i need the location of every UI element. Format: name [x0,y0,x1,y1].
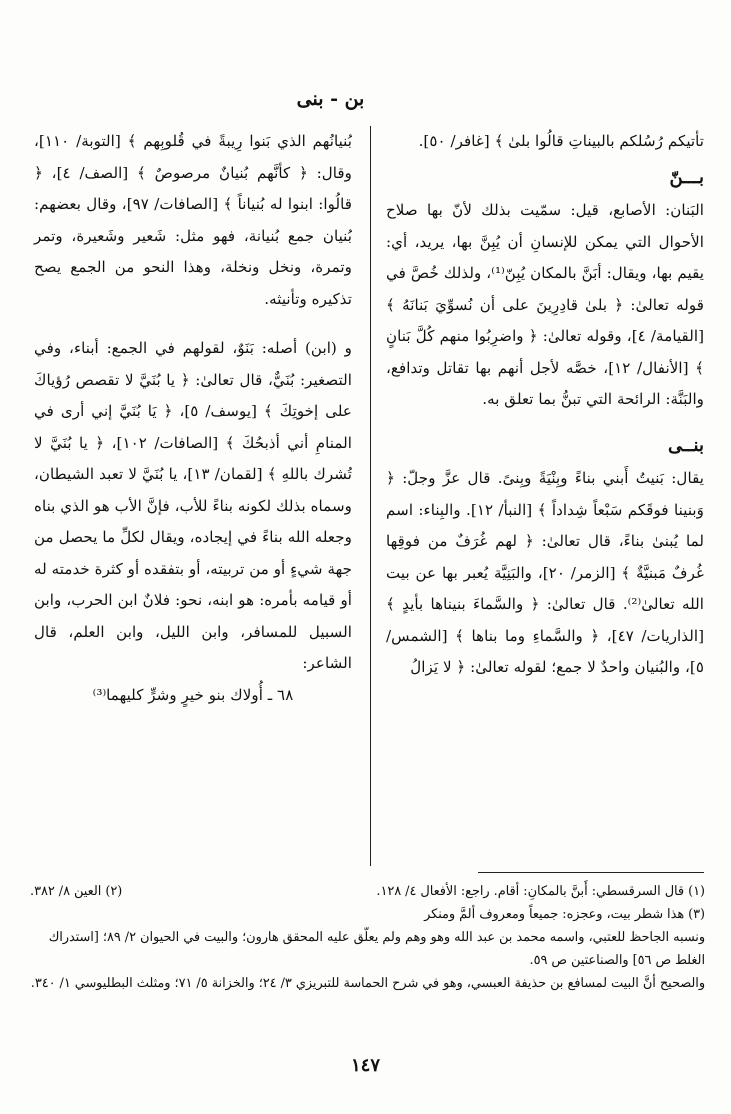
poetry-verse: ٦٨ ـ أُولاك بنو خيرٍ وشرٍّ كليهما⁽³⁾ [92,685,294,704]
text-columns [34,126,704,870]
footnotes [30,880,705,995]
footnote-3-continued: ونسبه الجاحظ للعتبي، واسمه محمد بن عبد الله وهو وهم ولم يعلّق عليه المحقق هارون؛ والبيت في الحيوان ٢/ ٨٩؛ [استدراك الغلط ص ٥٦] والصناعتين ص ٥٩. [48,930,705,968]
paragraph-gap [34,315,352,333]
footnote-1: (١) قال السرقسطي: أَبنَّ بالمكانِ: أقام. راجع: الأفعال ٤/ ١٢٨. [376,884,705,899]
footnote-2: (٢) العين ٨/ ٣٨٢. [30,884,123,899]
page-number: ١٤٧ [350,1055,380,1076]
column-divider [370,126,371,866]
footnote-3: (٣) هذا شطر بيت، وعجزه: جميعاً ومعروف ألمَّ ومنكر [424,907,705,922]
left-paragraph-1: بُنيانُهم الذي بَنوا رِيبةً في قُلوبِهم ﴾ [التوبة/ ١١٠]، وقال: ﴿ كأنَّهم بُنيانٌ مرصوصٌ ﴾ [الصف/ ٤]، ﴿ قالُوا: ابنوا له بُنياناً ﴾ [الصافات/ ٩٧]، وقال بعضهم: بُنيان جمع بُنيانة، فهو مثل: شَعير وشَعيرة، وتمر وتمرة، ونخل ونخلة، وهذا النحو من الجمع يصح تذكيره وتأنيثه. [34,132,352,308]
right-paragraph-3: يقال: بَنيتُ أَبني بناءً وبِنْيَةً وبِنىً. قال عزَّ وجلّ: ﴿ وَبنينا فوقَكم سَبْعاً شِداداً ﴾ [النبأ/ ١٢]. والبِناء: اسم لما يُبنىٰ بناءً، قال تعالىٰ: ﴿ لهم غُرَفٌ من فوقِها غُرفٌ مَبنيَّةٌ ﴾ [الزمر/ ٢٠]، والبَنِيَّة يُعبر بها عن بيت الله تعالىٰ⁽²⁾. قال تعالىٰ: ﴿ والسَّماءَ بنيناها بأيدٍ ﴾ [الذاريات/ ٤٧]، ﴿ والسَّماءِ وما بناها ﴾ [الشمس/ ٥]، والبُنيان واحدٌ لا جمع؛ لقوله تعالىٰ: ﴿ لا يَزالُ [386,469,704,676]
left-paragraph-2: و (ابن) أصله: بَنَوٌ، لقولهم في الجمع: أبناء، وفي التصغير: بُنَيٌّ، قال تعالىٰ: ﴿ يا بُنَيَّ لا تقصص رُؤياكَ على إخوتِكَ ﴾ [يوسف/ ٥]، ﴿ يَا بُنَيَّ إني أرى في المنامِ أني أذبحُكَ ﴾ [الصافات/ ١٠٢]، ﴿ يا بُنَيَّ لا تُشرك باللهِ ﴾ [لقمان/ ١٣]، يا بُنَيَّ لا تعبد الشيطان، وسماه بذلك لكونه بناءً للأب، فإنَّ الأب هو الذي بناه وجعله الله بناءً في إيجاده، ويقال لكلِّ ما يحصل من جهة شيءٍ أو من تربيته، أو بتفقده أو كثرة خدمته له أو قيامه بأمره: هو ابنه، نحو: فلانٌ ابن الحرب، وابن السبيل للمسافر، وابن الليل، وابن العلم، قال الشاعر: [34,339,352,672]
entry-heading-bnn: بـــنّ [669,166,704,188]
running-header [0,88,731,110]
left-column [34,126,352,711]
right-column [386,126,704,684]
entry-heading-bny: بنــى [668,434,704,456]
right-paragraph-1: تأتيكم رُسُلكم بالبيناتِ قالُوا بلىٰ ﴾ [غافر/ ٥٠]. [418,132,704,150]
footnote-rule [478,872,704,873]
header-title: بن - بنى [296,88,365,110]
footnote-3-correction: والصحيح أنَّ البيت لمسافع بن حذيفة العبسي، وهو في شرح الحماسة للتبريزي ٣/ ٢٤؛ والخزانة ٥/ ٧١؛ ومثلث البطليوسي ١/ ٣٤٠. [30,976,705,991]
right-paragraph-2: البَنان: الأصابع، قيل: سمّيت بذلك لأنّ بها صلاح الأحوال التي يمكن للإنسانِ أن يُبِنَّ بها، يريد، أي: يقيم بها، ويقال: أبَنَّ بالمكان يُبِنّ⁽¹⁾، ولذلك خُصَّ في قوله تعالىٰ: ﴿ بلىٰ قادِرِينَ على أن نُسوِّيَ بَنانَهُ ﴾ [القيامة/ ٤]، وقوله تعالىٰ: ﴿ واضرِبُوا منهم كُلَّ بَنانٍ ﴾ [الأنفال/ ١٢]، خصَّه لأجل أنهم بها تقاتل وتدافع، والبَنَّة: الرائحة التي تبنُّ بما تعلق به. [386,201,704,408]
footnote-row-1 [30,880,705,903]
